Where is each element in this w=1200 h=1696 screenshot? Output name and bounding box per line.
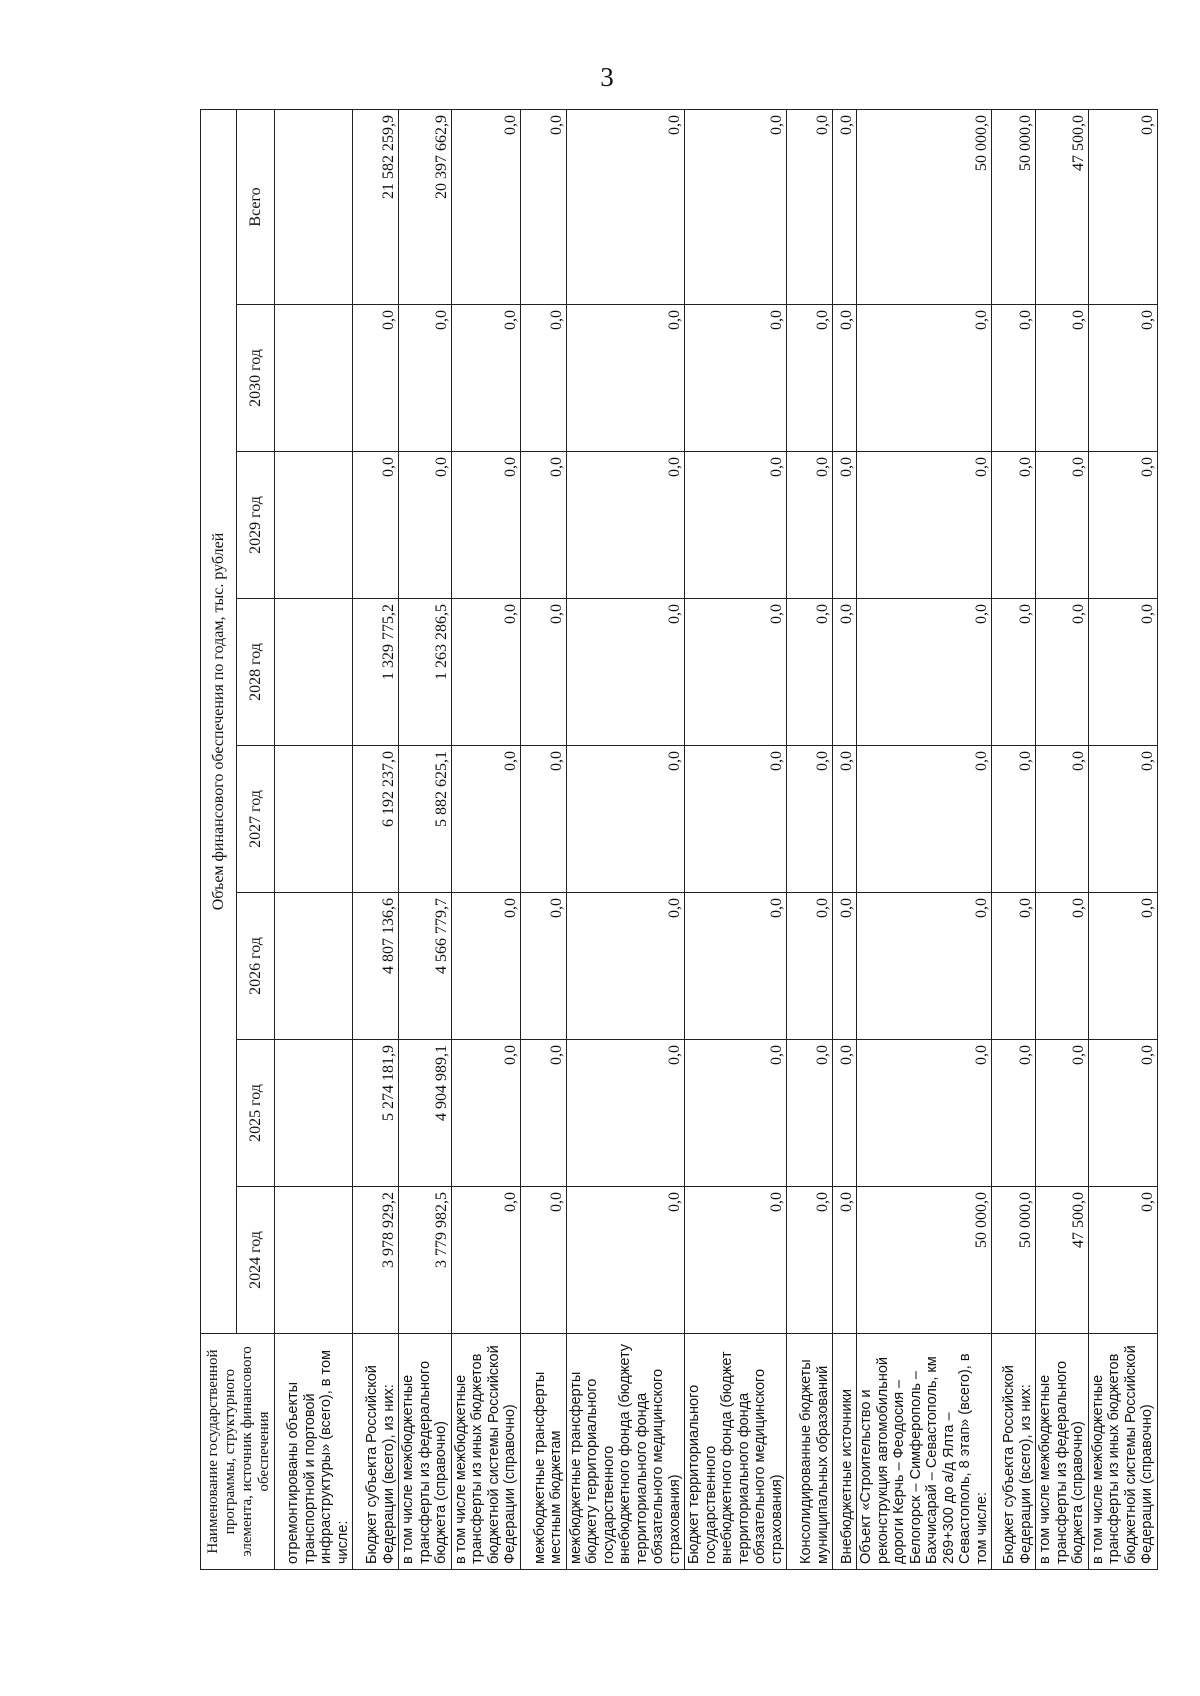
total-cell: 0,0 [787,109,833,304]
value-cell: 0,0 [992,1040,1036,1187]
table-row [787,109,833,1569]
value-cell: 0,0 [833,746,857,893]
name-column-header: Наименование государственной программы, структурного элемента, источник финансового обеспечения [201,1334,275,1570]
year-header: 2025 год [236,1040,274,1187]
row-name-cell: межбюджетные трансферты местным бюджетам [520,1334,566,1570]
value-cell: 0,0 [857,1040,992,1187]
year-header: 2024 год [236,1187,274,1334]
total-cell [275,109,353,304]
value-cell: 0,0 [1088,1187,1157,1334]
value-cell: 50 000,0 [857,1187,992,1334]
total-cell: 0,0 [451,109,520,304]
total-cell: 21 582 259,9 [353,109,399,304]
total-cell: 20 397 662,9 [399,109,452,304]
value-cell: 0,0 [451,893,520,1040]
value-cell: 0,0 [857,452,992,599]
value-cell: 0,0 [787,746,833,893]
financing-group-header: Объем финансового обеспечения по годам, тыс. рублей [201,109,237,1333]
value-cell [275,1040,353,1187]
total-cell: 0,0 [566,109,685,304]
value-cell: 0,0 [451,1187,520,1334]
value-cell: 3 779 982,5 [399,1187,452,1334]
value-cell: 0,0 [1036,746,1089,893]
value-cell: 0,0 [1036,305,1089,452]
value-cell: 0,0 [787,1187,833,1334]
value-cell: 0,0 [399,452,452,599]
year-header: 2029 год [236,452,274,599]
value-cell: 0,0 [833,893,857,1040]
total-cell: 50 000,0 [992,109,1036,304]
total-cell: 0,0 [520,109,566,304]
table-row [399,109,452,1569]
value-cell [275,305,353,452]
value-cell: 4 566 779,7 [399,893,452,1040]
table-row [275,109,353,1569]
row-name-cell: Внебюджетные источники [833,1334,857,1570]
value-cell: 0,0 [787,452,833,599]
row-name-cell: Бюджет субъекта Российской Федерации (всего), из них: [992,1334,1036,1570]
financing-table [200,109,1158,1570]
value-cell [275,1187,353,1334]
row-name-cell: межбюджетные трансферты бюджету территориального государственного внебюджетного фонда (бюджету территориального фонда обязательного медицинского страхования) [566,1334,685,1570]
row-name-cell: в том числе межбюджетные трансферты из иных бюджетов бюджетной системы Российской Федерации (справочно) [451,1334,520,1570]
value-cell: 0,0 [857,893,992,1040]
value-cell: 0,0 [520,452,566,599]
value-cell: 0,0 [685,1187,787,1334]
value-cell: 0,0 [685,1040,787,1187]
value-cell: 0,0 [566,746,685,893]
value-cell: 0,0 [992,305,1036,452]
value-cell [275,746,353,893]
value-cell: 6 192 237,0 [353,746,399,893]
value-cell: 4 807 136,6 [353,893,399,1040]
row-name-cell: Консолидированные бюджеты муниципальных образований [787,1334,833,1570]
table-row [566,109,685,1569]
table-body [275,109,1158,1569]
value-cell: 0,0 [833,452,857,599]
total-cell: 47 500,0 [1036,109,1089,304]
value-cell: 0,0 [685,893,787,1040]
table-row [520,109,566,1569]
value-cell: 0,0 [520,1040,566,1187]
total-cell: 0,0 [833,109,857,304]
value-cell: 0,0 [992,599,1036,746]
table-row [1088,109,1157,1569]
table-row [451,109,520,1569]
value-cell: 0,0 [857,305,992,452]
value-cell: 0,0 [857,746,992,893]
table-row [833,109,857,1569]
value-cell: 0,0 [566,305,685,452]
value-cell: 0,0 [520,746,566,893]
value-cell: 0,0 [451,746,520,893]
value-cell: 1 329 775,2 [353,599,399,746]
year-header: 2027 год [236,746,274,893]
value-cell: 0,0 [992,746,1036,893]
value-cell: 0,0 [353,305,399,452]
total-header: Всего [236,109,274,304]
value-cell: 0,0 [451,599,520,746]
value-cell [275,893,353,1040]
value-cell: 0,0 [787,599,833,746]
value-cell: 4 904 989,1 [399,1040,452,1187]
value-cell: 0,0 [1088,599,1157,746]
row-name-cell: Бюджет субъекта Российской Федерации (всего), из них: [353,1334,399,1570]
value-cell: 0,0 [451,305,520,452]
value-cell: 0,0 [353,452,399,599]
value-cell: 0,0 [520,305,566,452]
value-cell: 0,0 [566,1040,685,1187]
value-cell: 3 978 929,2 [353,1187,399,1334]
value-cell: 0,0 [566,893,685,1040]
year-header: 2028 год [236,599,274,746]
row-name-cell: Объект «Строительство и реконструкция автомобильной дороги Керчь – Феодосия – Белогорск – Симферополь – Бахчисарай – Севастополь, км 269+300 до а/д Ялта – Севастополь, 8 этап» (всего), в том числе: [857,1334,992,1570]
value-cell: 0,0 [833,599,857,746]
value-cell: 1 263 286,5 [399,599,452,746]
value-cell: 0,0 [1088,746,1157,893]
value-cell: 0,0 [1036,893,1089,1040]
value-cell: 0,0 [1088,893,1157,1040]
page-number: 3 [600,62,614,92]
value-cell: 0,0 [520,1187,566,1334]
total-cell: 0,0 [685,109,787,304]
table-row [1036,109,1089,1569]
value-cell: 0,0 [787,305,833,452]
rotated-table-wrapper [200,110,1156,1570]
value-cell: 0,0 [520,893,566,1040]
total-cell: 50 000,0 [857,109,992,304]
year-header: 2026 год [236,893,274,1040]
value-cell: 5 882 625,1 [399,746,452,893]
value-cell: 0,0 [451,452,520,599]
value-cell: 0,0 [833,1040,857,1187]
value-cell: 0,0 [1036,452,1089,599]
value-cell [275,452,353,599]
value-cell: 0,0 [685,452,787,599]
value-cell: 0,0 [1036,599,1089,746]
value-cell: 0,0 [566,1187,685,1334]
value-cell: 0,0 [566,599,685,746]
row-name-cell: в том числе межбюджетные трансферты из федерального бюджета (справочно) [1036,1334,1089,1570]
value-cell: 5 274 181,9 [353,1040,399,1187]
table-row [685,109,787,1569]
value-cell: 50 000,0 [992,1187,1036,1334]
table-row [353,109,399,1569]
row-name-cell: отремонтированы объекты транспортной и портовой инфраструктуры» (всего), в том числе: [275,1334,353,1570]
value-cell: 0,0 [1088,305,1157,452]
row-name-cell: в том числе межбюджетные трансферты из иных бюджетов бюджетной системы Российской Федерации (справочно) [1088,1334,1157,1570]
value-cell: 0,0 [685,746,787,893]
value-cell: 0,0 [399,305,452,452]
value-cell: 0,0 [857,599,992,746]
table-row [992,109,1036,1569]
value-cell: 0,0 [685,599,787,746]
value-cell: 0,0 [1088,452,1157,599]
value-cell: 0,0 [1088,1040,1157,1187]
value-cell: 47 500,0 [1036,1187,1089,1334]
value-cell: 0,0 [833,1187,857,1334]
value-cell [275,599,353,746]
value-cell: 0,0 [787,893,833,1040]
value-cell: 0,0 [520,599,566,746]
value-cell: 0,0 [992,452,1036,599]
value-cell: 0,0 [1036,1040,1089,1187]
value-cell: 0,0 [566,452,685,599]
table-row [857,109,992,1569]
value-cell: 0,0 [833,305,857,452]
row-name-cell: Бюджет территориального государственного внебюджетного фонда (бюджет территориального фонда обязательного медицинского страхования) [685,1334,787,1570]
year-header: 2030 год [236,305,274,452]
value-cell: 0,0 [685,305,787,452]
value-cell: 0,0 [992,893,1036,1040]
row-name-cell: в том числе межбюджетные трансферты из федерального бюджета (справочно) [399,1334,452,1570]
value-cell: 0,0 [451,1040,520,1187]
value-cell: 0,0 [787,1040,833,1187]
total-cell: 0,0 [1088,109,1157,304]
